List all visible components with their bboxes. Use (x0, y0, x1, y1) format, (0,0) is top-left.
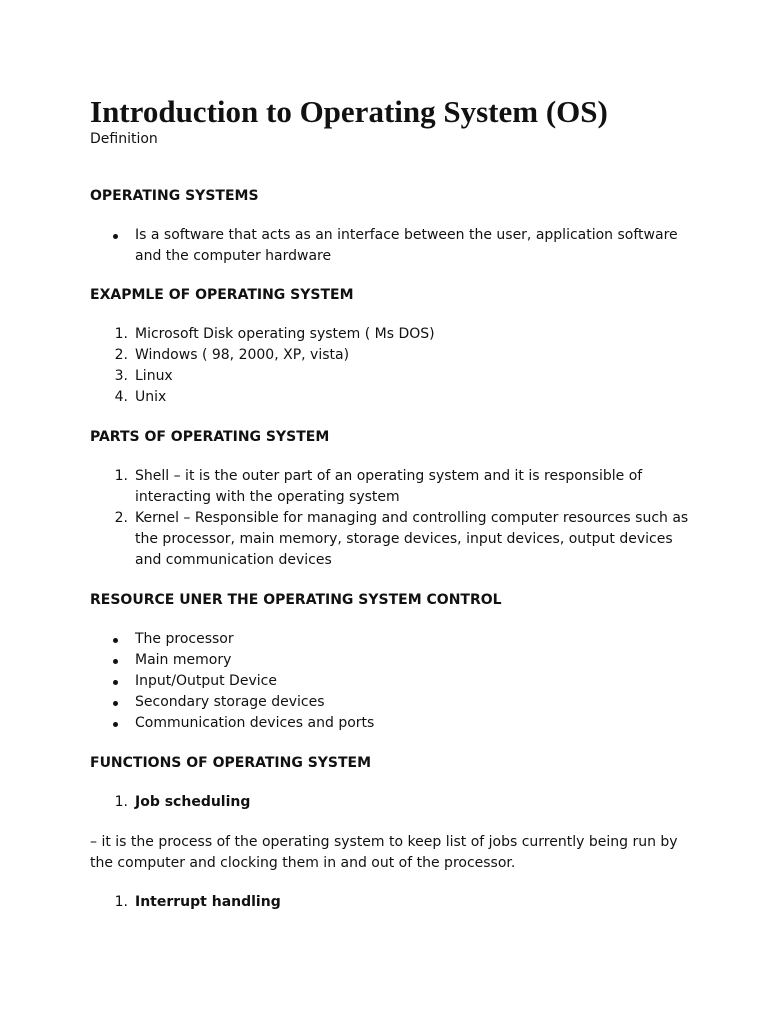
list-item (90, 671, 690, 692)
bullet-icon (113, 722, 118, 727)
list-number: 3. (114, 368, 128, 384)
list-item-text: Secondary storage devices (135, 694, 325, 710)
list-item-text: Shell – it is the outer part of an operating system and it is responsible of interacting with the operating system (135, 468, 643, 505)
list-item-text: Communication devices and ports (135, 715, 375, 731)
list-item (90, 324, 690, 345)
job-scheduling-description: – it is the process of the operating system to keep list of jobs currently being run by the computer and clocking them in and out of the processor. (90, 834, 678, 871)
bullet-icon (113, 638, 118, 643)
list-item (90, 508, 690, 571)
list-number: 4. (114, 389, 128, 405)
list-item-text: Linux (135, 368, 173, 384)
list-number: 2. (114, 347, 128, 363)
heading-parts: PARTS OF OPERATING SYSTEM (90, 429, 330, 445)
list-item-text: Microsoft Disk operating system ( Ms DOS) (135, 326, 435, 342)
resources-list (90, 629, 690, 734)
list-item (90, 792, 690, 813)
list-item (90, 692, 690, 713)
list-item (90, 366, 690, 387)
list-item-text: Main memory (135, 652, 232, 668)
list-item-text: Input/Output Device (135, 673, 277, 689)
heading-examples: EXAPMLE OF OPERATING SYSTEM (90, 287, 354, 303)
list-item (90, 892, 690, 913)
list-item (90, 466, 690, 508)
list-number: 1. (114, 794, 128, 810)
list-item-text: Job scheduling (135, 794, 251, 810)
parts-list (90, 466, 690, 571)
list-number: 1. (114, 326, 128, 342)
bullet-icon (113, 659, 118, 664)
heading-resources: RESOURCE UNER THE OPERATING SYSTEM CONTROL (90, 592, 502, 608)
list-item-text: Unix (135, 389, 167, 405)
bullet-icon (113, 680, 118, 685)
page-title: Introduction to Operating System (OS) (90, 94, 608, 129)
list-number: 1. (114, 894, 128, 910)
bullet-icon (113, 701, 118, 706)
list-item-text: Is a software that acts as an interface between the user, application software and the computer hardware (135, 227, 678, 264)
list-number: 2. (114, 510, 128, 526)
list-item-text: The processor (135, 631, 234, 647)
functions-list-2 (90, 892, 690, 913)
list-item (90, 345, 690, 366)
list-item (90, 629, 690, 650)
examples-list (90, 324, 690, 408)
heading-operating-systems: OPERATING SYSTEMS (90, 188, 259, 204)
list-number: 1. (114, 468, 128, 484)
list-item-text: Interrupt handling (135, 894, 281, 910)
list-item (90, 713, 690, 734)
definition-list (90, 225, 690, 267)
functions-list-1 (90, 792, 690, 813)
list-item-text: Windows ( 98, 2000, XP, vista) (135, 347, 350, 363)
list-item (90, 225, 690, 267)
list-item-text: Kernel – Responsible for managing and controlling computer resources such as the processor, main memory, storage devices, input devices, output devices and communication devices (135, 510, 689, 568)
heading-functions: FUNCTIONS OF OPERATING SYSTEM (90, 755, 372, 771)
page-subtitle: Definition (90, 131, 158, 147)
list-item (90, 387, 690, 408)
bullet-icon (113, 234, 118, 239)
list-item (90, 650, 690, 671)
